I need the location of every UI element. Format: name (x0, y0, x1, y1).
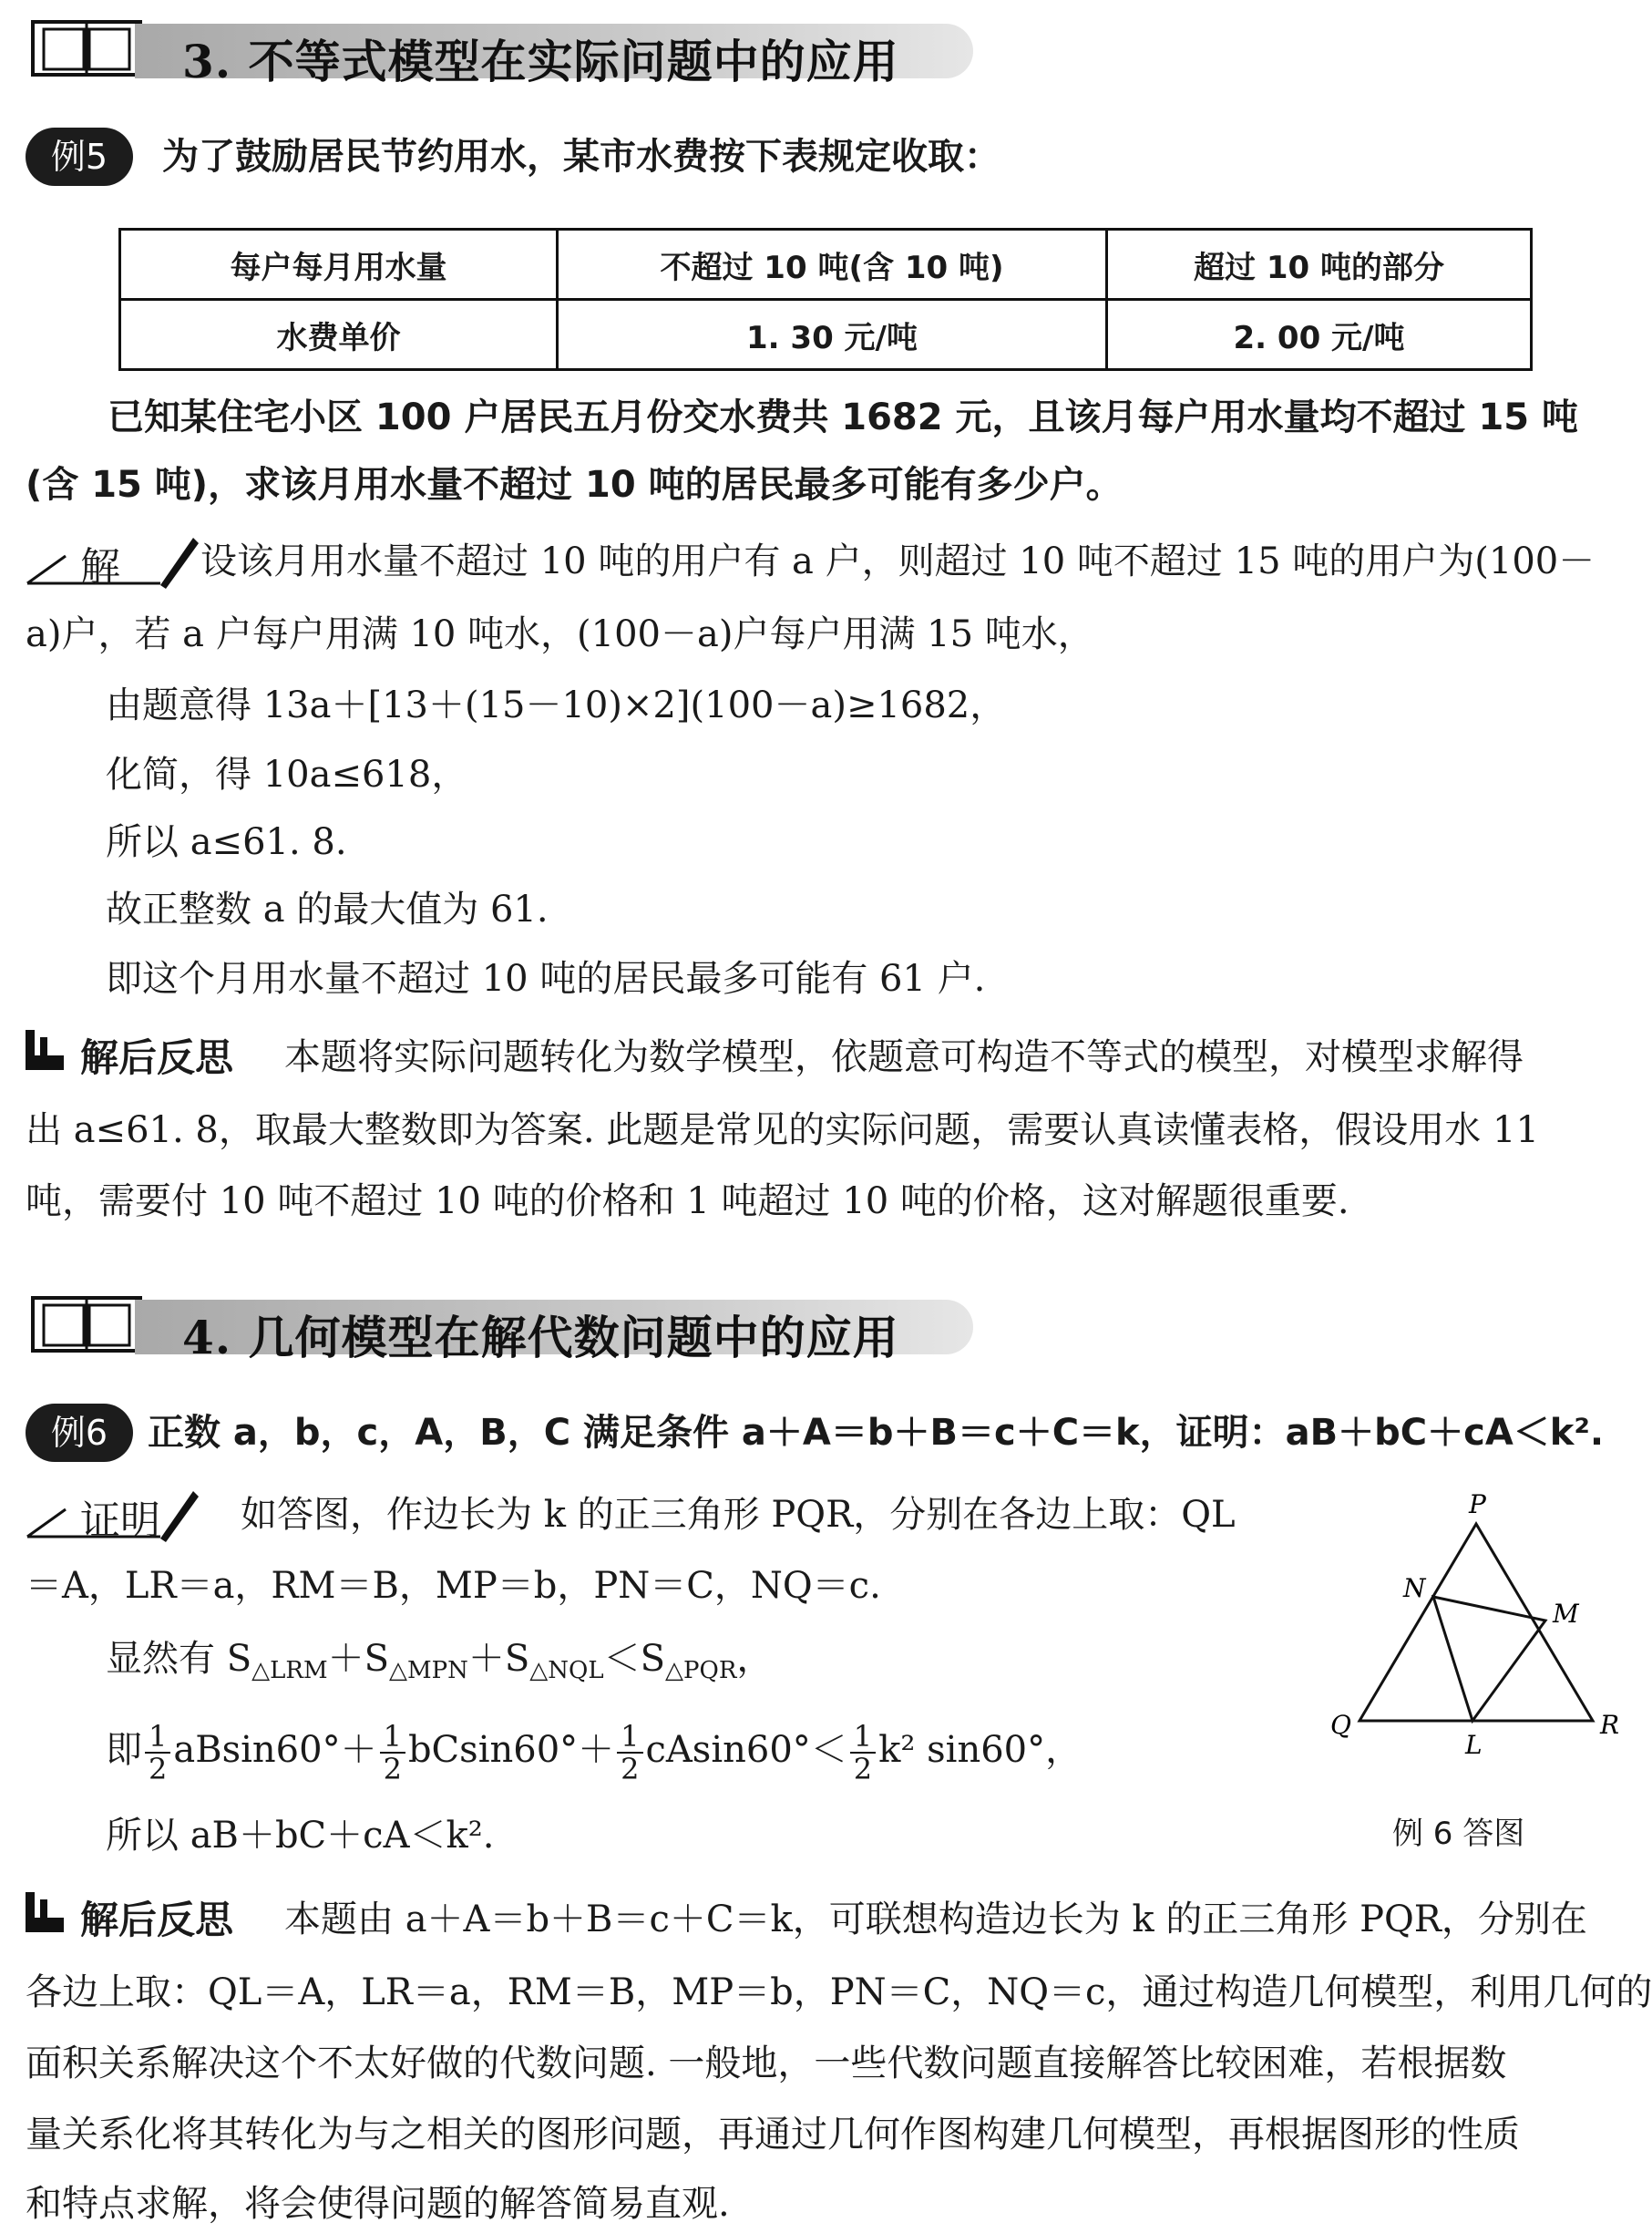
question-line: (含 15 吨)，求该月用水量不超过 10 吨的居民最多可能有多少户。 (26, 464, 1123, 506)
numerator: 1 (850, 1721, 876, 1754)
section-4-header (27, 1292, 1030, 1364)
example-5-statement: 为了鼓励居民节约用水，某市水费按下表规定收取： (162, 136, 1000, 178)
denominator: 2 (621, 1752, 640, 1786)
solution-line: a)户，若 a 户每户用满 10 吨水，(100－a)户每户用满 15 吨水， (26, 613, 1094, 655)
vertex-label-p: P (1469, 1489, 1486, 1519)
solution-line: 由题意得 13a＋[13＋(15－10)×2](100－a)≥1682， (106, 684, 1007, 726)
table-header-cell: 不超过 10 吨(含 10 吨) (558, 230, 1107, 300)
table-header-cell: 每户每月用水量 (120, 230, 558, 300)
numerator: 1 (145, 1721, 170, 1754)
denominator: 2 (149, 1752, 168, 1786)
proof-line: 所以 aB＋bC＋cA＜k². (106, 1815, 495, 1857)
table-cell: 水费单价 (120, 300, 558, 370)
section-title: 3. 不等式模型在实际问题中的应用 (182, 35, 899, 88)
proof-line: 如答图，作边长为 k 的正三角形 PQR，分别在各边上取：QL (241, 1494, 1236, 1536)
reflection-line: 各边上取：QL＝A，LR＝a，RM＝B，MP＝b，PN＝C，NQ＝c，通过构造几何模型，利用几何的 (26, 1971, 1652, 2013)
proof-line: ＝A，LR＝a，RM＝B，MP＝b，PN＝C，NQ＝c. (26, 1565, 881, 1607)
solution-line: 所以 a≤61. 8. (106, 821, 347, 863)
subscript: △PQR (665, 1657, 737, 1684)
vertex-label-q: Q (1330, 1710, 1351, 1740)
reflection-label: 解后反思 (80, 1035, 234, 1080)
point-label-m: M (1553, 1599, 1579, 1629)
proof-label: 证明 (80, 1497, 160, 1544)
fraction (850, 1721, 876, 1785)
text: bCsin60°＋ (407, 1729, 615, 1771)
reading-icon (24, 1890, 66, 1934)
proof-sine-inequality (106, 1721, 1082, 1785)
fraction (145, 1721, 170, 1785)
book-icon (27, 16, 146, 80)
subscript: △NQL (529, 1657, 604, 1684)
denominator: 2 (853, 1752, 873, 1786)
text: ＋S (467, 1638, 530, 1680)
text: 显然有 S (106, 1638, 252, 1680)
text: ＋S (327, 1638, 389, 1680)
triangle-figure (1312, 1482, 1620, 1774)
text: ＜S (603, 1638, 666, 1680)
subscript: △LRM (251, 1657, 328, 1684)
example-6-statement: 正数 a，b，c，A，B，C 满足条件 a＋A＝b＋B＝c＋C＝k，证明：aB＋bC＋cA＜k². (148, 1412, 1605, 1454)
reflection-line: 面积关系解决这个不太好做的代数问题. 一般地，一些代数问题直接解答比较困难，若根据数 (26, 2043, 1507, 2084)
table-row (120, 230, 1532, 300)
text: aBsin60°＋ (173, 1729, 377, 1771)
section-3-header (27, 16, 1030, 88)
table-row (120, 300, 1532, 370)
example-6-badge: 例6 (26, 1404, 133, 1462)
text: ， (736, 1638, 774, 1680)
text: cAsin60°＜ (645, 1729, 847, 1771)
point-label-n: N (1403, 1573, 1426, 1603)
proof-area-inequality (106, 1635, 773, 1694)
figure-caption: 例 6 答图 (1392, 1816, 1525, 1852)
example-5-badge: 例5 (26, 128, 133, 186)
solution-line: 即这个月用水量不超过 10 吨的居民最多可能有 61 户. (106, 958, 986, 1000)
water-fee-table (118, 228, 1533, 371)
denominator: 2 (383, 1752, 402, 1786)
subscript: △MPN (389, 1657, 468, 1684)
solution-line: 故正整数 a 的最大值为 61. (106, 889, 549, 931)
numerator: 1 (617, 1721, 642, 1754)
fraction (617, 1721, 642, 1785)
text: k² sin60°， (878, 1729, 1083, 1771)
inner-triangle-nml (1433, 1597, 1545, 1721)
solution-line: 设该月用水量不超过 10 吨的用户有 a 户，则超过 10 吨不超过 15 吨的用户为(100－ (200, 540, 1596, 582)
solution-line: 化简，得 10a≤618， (106, 754, 468, 796)
book-icon (27, 1292, 146, 1356)
table-cell: 2. 00 元/吨 (1107, 300, 1532, 370)
table-header-cell: 超过 10 吨的部分 (1107, 230, 1532, 300)
reflection-line: 本题将实际问题转化为数学模型，依题意可构造不等式的模型，对模型求解得 (284, 1036, 1524, 1078)
reflection-line: 本题由 a＋A＝b＋B＝c＋C＝k，可联想构造边长为 k 的正三角形 PQR，分别在 (284, 1899, 1587, 1940)
reflection-line: 和特点求解，将会使得问题的解答简易直观. (26, 2183, 730, 2225)
table-cell: 1. 30 元/吨 (558, 300, 1107, 370)
reading-icon (24, 1028, 66, 1072)
section-title: 4. 几何模型在解代数问题中的应用 (182, 1311, 899, 1364)
fraction (380, 1721, 405, 1785)
numerator: 1 (380, 1721, 405, 1754)
vertex-label-r: R (1600, 1710, 1620, 1740)
reflection-line: 吨，需要付 10 吨不超过 10 吨的价格和 1 吨超过 10 吨的价格，这对解题很重要. (26, 1180, 1349, 1222)
solution-label: 解 (80, 544, 120, 591)
point-label-l: L (1465, 1730, 1483, 1760)
reflection-line: 量关系化将其转化为与之相关的图形问题，再通过几何作图构建几何模型，再根据图形的性质 (26, 2114, 1520, 2156)
question-line: 已知某住宅小区 100 户居民五月份交水费共 1682 元，且该月每户用水量均不超过 15 吨 (108, 396, 1579, 438)
reflection-label: 解后反思 (80, 1898, 234, 1942)
text: 即 (106, 1729, 142, 1771)
reflection-line: 出 a≤61. 8，取最大整数即为答案. 此题是常见的实际问题，需要认真读懂表格，假设用水 11 (26, 1109, 1539, 1151)
